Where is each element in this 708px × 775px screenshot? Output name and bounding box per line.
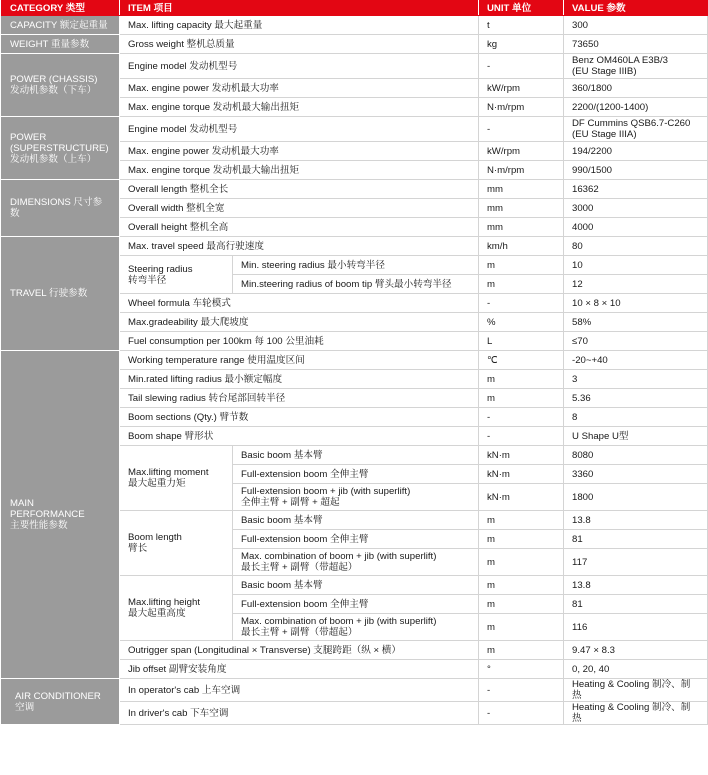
value-cell: 10 <box>564 256 708 275</box>
item-cell: Boom shape 臂形状 <box>120 427 479 446</box>
item-cell: Jib offset 副臂安装角度 <box>120 660 479 679</box>
unit-cell: N·m/rpm <box>479 161 564 180</box>
unit-cell: kg <box>479 35 564 54</box>
value-cell: 5.36 <box>564 389 708 408</box>
table-header-row <box>2 1 708 16</box>
unit-cell: - <box>479 679 564 702</box>
item-cell: Max. engine torque 发动机最大输出扭矩 <box>120 161 479 180</box>
unit-cell: m <box>479 530 564 549</box>
unit-cell: m <box>479 595 564 614</box>
category-cell: WEIGHT 重量参数 <box>2 35 120 54</box>
unit-cell: kN·m <box>479 446 564 465</box>
value-cell: 73650 <box>564 35 708 54</box>
category-header: CATEGORY 类型 <box>2 1 120 16</box>
group-cell: Steering radius 转弯半径 <box>120 256 233 294</box>
category-cell: TRAVEL 行驶参数 <box>2 237 120 351</box>
table-row <box>2 351 708 370</box>
unit-cell: t <box>479 16 564 35</box>
item-cell: In driver's cab 下车空调 <box>120 702 479 725</box>
item-cell: Max. travel speed 最高行驶速度 <box>120 237 479 256</box>
item-cell: Max. engine torque 发动机最大输出扭矩 <box>120 98 479 117</box>
unit-cell: ° <box>479 660 564 679</box>
sub-item-cell: Min.steering radius of boom tip 臂头最小转弯半径 <box>233 275 479 294</box>
sub-item-cell: Basic boom 基本臂 <box>233 576 479 595</box>
value-cell: 10 × 8 × 10 <box>564 294 708 313</box>
unit-cell: L <box>479 332 564 351</box>
unit-cell: m <box>479 256 564 275</box>
item-cell: Max. lifting capacity 最大起重量 <box>120 16 479 35</box>
item-cell: Min.rated lifting radius 最小额定幅度 <box>120 370 479 389</box>
table-row <box>2 16 708 35</box>
group-cell: Max.lifting height 最大起重高度 <box>120 576 233 641</box>
item-cell: Boom sections (Qty.) 臂节数 <box>120 408 479 427</box>
value-header: VALUE 参数 <box>564 1 708 16</box>
unit-cell: kW/rpm <box>479 142 564 161</box>
unit-cell: kN·m <box>479 465 564 484</box>
unit-cell: - <box>479 117 564 142</box>
unit-cell: m <box>479 511 564 530</box>
sub-item-cell: Full-extension boom 全伸主臂 <box>233 465 479 484</box>
sub-item-cell: Full-extension boom 全伸主臂 <box>233 595 479 614</box>
value-cell: 8080 <box>564 446 708 465</box>
sub-item-cell: Basic boom 基本臂 <box>233 511 479 530</box>
value-cell: 4000 <box>564 218 708 237</box>
sub-item-cell: Min. steering radius 最小转弯半径 <box>233 256 479 275</box>
unit-cell: m <box>479 641 564 660</box>
sub-item-cell: Max. combination of boom + jib (with superlift) 最长主臂 + 副臂（带超起） <box>233 549 479 576</box>
item-cell: Fuel consumption per 100km 每 100 公里油耗 <box>120 332 479 351</box>
item-cell: Tail slewing radius 转台尾部回转半径 <box>120 389 479 408</box>
table-row <box>2 117 708 142</box>
value-cell: DF Cummins QSB6.7-C260 (EU Stage IIIA) <box>564 117 708 142</box>
category-cell: POWER (CHASSIS) 发动机参数（下车） <box>2 54 120 117</box>
item-cell: Overall height 整机全高 <box>120 218 479 237</box>
value-cell: 3000 <box>564 199 708 218</box>
value-cell: 12 <box>564 275 708 294</box>
value-cell: 58% <box>564 313 708 332</box>
unit-cell: m <box>479 614 564 641</box>
unit-cell: mm <box>479 199 564 218</box>
table-row <box>2 54 708 79</box>
unit-cell: % <box>479 313 564 332</box>
group-cell: Boom length 臂长 <box>120 511 233 576</box>
category-cell: CAPACITY 额定起重量 <box>2 16 120 35</box>
item-header: ITEM 项目 <box>120 1 479 16</box>
specification-table <box>1 0 708 725</box>
unit-cell: kW/rpm <box>479 79 564 98</box>
unit-cell: ℃ <box>479 351 564 370</box>
value-cell: -20~+40 <box>564 351 708 370</box>
table-row <box>2 237 708 256</box>
value-cell: 3360 <box>564 465 708 484</box>
value-cell: U Shape U型 <box>564 427 708 446</box>
unit-cell: N·m/rpm <box>479 98 564 117</box>
sub-item-cell: Max. combination of boom + jib (with superlift) 最长主臂 + 副臂（带超起） <box>233 614 479 641</box>
value-cell: 9.47 × 8.3 <box>564 641 708 660</box>
item-cell: Max. engine power 发动机最大功率 <box>120 142 479 161</box>
value-cell: 8 <box>564 408 708 427</box>
category-cell: AIR CONDITIONER 空调 <box>2 679 120 725</box>
unit-cell: - <box>479 427 564 446</box>
item-cell: Wheel formula 车轮模式 <box>120 294 479 313</box>
value-cell: 1800 <box>564 484 708 511</box>
item-cell: Max. engine power 发动机最大功率 <box>120 79 479 98</box>
item-cell: In operator's cab 上车空调 <box>120 679 479 702</box>
value-cell: 360/1800 <box>564 79 708 98</box>
value-cell: Benz OM460LA E3B/3 (EU Stage IIIB) <box>564 54 708 79</box>
value-cell: 81 <box>564 530 708 549</box>
value-cell: 990/1500 <box>564 161 708 180</box>
value-cell: 2200/(1200-1400) <box>564 98 708 117</box>
group-cell: Max.lifting moment 最大起重力矩 <box>120 446 233 511</box>
item-cell: Overall width 整机全宽 <box>120 199 479 218</box>
item-cell: Overall length 整机全长 <box>120 180 479 199</box>
table-row <box>2 35 708 54</box>
value-cell: 194/2200 <box>564 142 708 161</box>
unit-cell: kN·m <box>479 484 564 511</box>
unit-header: UNIT 单位 <box>479 1 564 16</box>
value-cell: 117 <box>564 549 708 576</box>
item-cell: Engine model 发动机型号 <box>120 117 479 142</box>
unit-cell: mm <box>479 218 564 237</box>
table-row <box>2 180 708 199</box>
category-cell: POWER (SUPERSTRUCTURE) 发动机参数（上车） <box>2 117 120 180</box>
value-cell: 3 <box>564 370 708 389</box>
value-cell: 81 <box>564 595 708 614</box>
category-cell: MAIN PERFORMANCE 主要性能参数 <box>2 351 120 679</box>
value-cell: Heating & Cooling 制冷、制热 <box>564 702 708 725</box>
item-cell: Engine model 发动机型号 <box>120 54 479 79</box>
value-cell: 16362 <box>564 180 708 199</box>
unit-cell: m <box>479 549 564 576</box>
item-cell: Working temperature range 使用温度区间 <box>120 351 479 370</box>
unit-cell: - <box>479 294 564 313</box>
sub-item-cell: Full-extension boom + jib (with superlift) 全伸主臂 + 副臂 + 超起 <box>233 484 479 511</box>
sub-item-cell: Full-extension boom 全伸主臂 <box>233 530 479 549</box>
value-cell: 116 <box>564 614 708 641</box>
unit-cell: m <box>479 576 564 595</box>
table-row <box>2 679 708 702</box>
value-cell: 13.8 <box>564 511 708 530</box>
value-cell: Heating & Cooling 制冷、制热 <box>564 679 708 702</box>
unit-cell: m <box>479 389 564 408</box>
unit-cell: m <box>479 275 564 294</box>
unit-cell: km/h <box>479 237 564 256</box>
item-cell: Gross weight 整机总质量 <box>120 35 479 54</box>
value-cell: 300 <box>564 16 708 35</box>
value-cell: 80 <box>564 237 708 256</box>
value-cell: 13.8 <box>564 576 708 595</box>
unit-cell: - <box>479 408 564 427</box>
item-cell: Max.gradeability 最大爬坡度 <box>120 313 479 332</box>
unit-cell: m <box>479 370 564 389</box>
unit-cell: - <box>479 54 564 79</box>
category-cell: DIMENSIONS 尺寸参数 <box>2 180 120 237</box>
unit-cell: mm <box>479 180 564 199</box>
item-cell: Outrigger span (Longitudinal × Transverse) 支腿跨距（纵 × 横） <box>120 641 479 660</box>
sub-item-cell: Basic boom 基本臂 <box>233 446 479 465</box>
value-cell: 0, 20, 40 <box>564 660 708 679</box>
unit-cell: - <box>479 702 564 725</box>
value-cell: ≤70 <box>564 332 708 351</box>
